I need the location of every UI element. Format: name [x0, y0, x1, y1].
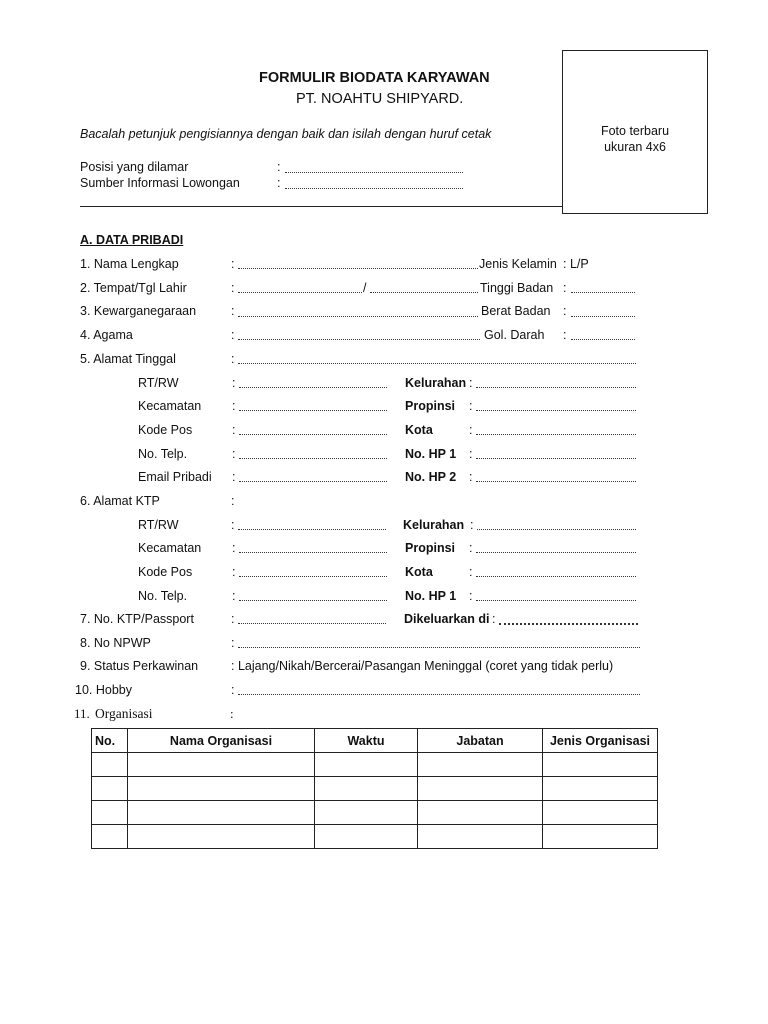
tempat-lahir-colon: : [231, 281, 235, 295]
rtrw-colon: : [232, 376, 236, 390]
ktp-passport-colon: : [231, 612, 235, 626]
ktp-kode-pos-colon: : [232, 565, 236, 579]
table-cell[interactable] [543, 753, 658, 777]
table-cell[interactable] [315, 825, 418, 849]
npwp-label: 8. No NPWP [80, 636, 151, 650]
ktp-propinsi-label: Propinsi [405, 541, 456, 555]
no-telp-label: No. Telp. [138, 447, 188, 461]
ktp-no-telp-colon: : [232, 589, 236, 603]
gol-darah-field[interactable] [571, 339, 635, 340]
no-hp1-label: No. HP 1 [405, 447, 457, 461]
nama-lengkap-colon: : [231, 257, 235, 271]
table-row [92, 753, 658, 777]
dikeluarkan-colon: : [492, 612, 496, 626]
table-cell[interactable] [128, 753, 315, 777]
photo-box [562, 50, 708, 214]
ktp-kelurahan-colon: : [470, 518, 474, 532]
table-cell[interactable] [92, 825, 128, 849]
organisasi-table [91, 728, 658, 849]
kelurahan-label: Kelurahan [405, 376, 467, 390]
no-telp-colon: : [232, 447, 236, 461]
ktp-kota-label: Kota [405, 565, 433, 579]
agama-colon: : [231, 328, 235, 342]
table-cell[interactable] [543, 825, 658, 849]
organisasi-number: 11. [74, 706, 90, 721]
ktp-no-telp-label: No. Telp. [138, 589, 188, 603]
posisi-colon: : [277, 160, 281, 174]
table-cell[interactable] [543, 777, 658, 801]
no-hp2-field[interactable] [476, 481, 636, 482]
kecamatan-colon: : [232, 399, 236, 413]
gol-darah-colon: : [563, 328, 567, 342]
sumber-label: Sumber Informasi Lowongan [80, 176, 240, 190]
email-field[interactable] [239, 481, 387, 482]
table-row [92, 801, 658, 825]
tempat-lahir-label: 2. Tempat/Tgl Lahir [80, 281, 187, 295]
col-jabatan: Jabatan [418, 729, 543, 753]
rtrw-label: RT/RW [138, 376, 179, 390]
alamat-tinggal-field[interactable] [238, 363, 636, 364]
kode-pos-field[interactable] [239, 434, 387, 435]
table-cell[interactable] [92, 753, 128, 777]
company-name: PT. NOAHTU SHIPYARD. [296, 91, 464, 107]
ktp-passport-label: 7. No. KTP/Passport [80, 612, 194, 626]
table-cell[interactable] [92, 801, 128, 825]
berat-badan-colon: : [563, 304, 567, 318]
col-waktu: Waktu [315, 729, 418, 753]
table-cell[interactable] [315, 801, 418, 825]
npwp-colon: : [231, 636, 235, 650]
table-cell[interactable] [418, 753, 543, 777]
col-no: No. [92, 729, 128, 753]
form-title: FORMULIR BIODATA KARYAWAN [259, 70, 490, 86]
table-cell[interactable] [418, 777, 543, 801]
alamat-ktp-colon: : [231, 494, 235, 508]
table-cell[interactable] [128, 777, 315, 801]
kewarganegaraan-colon: : [231, 304, 235, 318]
status-perkawinan-label: 9. Status Perkawinan [80, 659, 199, 673]
ktp-kecamatan-label: Kecamatan [138, 541, 202, 555]
organisasi-colon: : [230, 706, 234, 721]
kode-pos-label: Kode Pos [138, 423, 193, 437]
col-jenis-organisasi: Jenis Organisasi [543, 729, 658, 753]
propinsi-colon: : [469, 399, 473, 413]
col-nama-organisasi: Nama Organisasi [128, 729, 315, 753]
kelurahan-colon: : [469, 376, 473, 390]
table-cell[interactable] [315, 753, 418, 777]
ktp-no-hp1-colon: : [469, 589, 473, 603]
instruction-text: Bacalah petunjuk pengisiannya dengan baik dan isilah dengan huruf cetak [80, 127, 492, 141]
email-colon: : [232, 470, 236, 484]
alamat-tinggal-colon: : [231, 352, 235, 366]
no-hp2-colon: : [469, 470, 473, 484]
tinggi-badan-label: Tinggi Badan [480, 281, 554, 295]
tempat-lahir-field[interactable] [238, 292, 362, 293]
propinsi-label: Propinsi [405, 399, 456, 413]
jenis-kelamin-label: Jenis Kelamin [479, 257, 557, 271]
table-cell[interactable] [315, 777, 418, 801]
kode-pos-colon: : [232, 423, 236, 437]
ktp-kode-pos-field[interactable] [239, 576, 387, 577]
hobby-colon: : [231, 683, 235, 697]
berat-badan-label: Berat Badan [481, 304, 551, 318]
no-hp1-colon: : [469, 447, 473, 461]
ktp-kota-field[interactable] [476, 576, 636, 577]
ktp-passport-field[interactable] [238, 623, 386, 624]
posisi-field[interactable] [285, 172, 463, 173]
rtrw-field[interactable] [239, 387, 387, 388]
npwp-field[interactable] [238, 647, 640, 648]
table-header-row [92, 729, 658, 753]
table-cell[interactable] [128, 825, 315, 849]
email-label: Email Pribadi [138, 470, 212, 484]
status-perkawinan-value[interactable]: : Lajang/Nikah/Bercerai/Pasangan Meninggal (coret yang tidak perlu) [231, 659, 614, 673]
ktp-rtrw-field[interactable] [238, 529, 386, 530]
jenis-kelamin-value: : L/P [563, 257, 589, 271]
sumber-colon: : [277, 176, 281, 190]
ktp-propinsi-field[interactable] [476, 552, 636, 553]
alamat-ktp-label: 6. Alamat KTP [80, 494, 160, 508]
photo-label-line2: ukuran 4x6 [604, 140, 666, 154]
no-hp1-field[interactable] [476, 458, 636, 459]
dikeluarkan-field[interactable] [499, 623, 638, 625]
nama-lengkap-field[interactable] [238, 268, 478, 269]
ktp-rtrw-label: RT/RW [138, 518, 179, 532]
tempat-tgl-slash: / [363, 281, 367, 295]
table-cell[interactable] [128, 801, 315, 825]
ktp-rtrw-colon: : [231, 518, 235, 532]
header-divider [80, 206, 562, 207]
hobby-label: 10. Hobby [75, 683, 132, 697]
ktp-kota-colon: : [469, 565, 473, 579]
dikeluarkan-label: Dikeluarkan di [404, 612, 490, 626]
no-hp2-label: No. HP 2 [405, 470, 457, 484]
propinsi-field[interactable] [476, 410, 636, 411]
ktp-propinsi-colon: : [469, 541, 473, 555]
agama-field[interactable] [238, 339, 480, 340]
table-row [92, 777, 658, 801]
ktp-kelurahan-field[interactable] [477, 529, 636, 530]
ktp-no-hp1-field[interactable] [476, 600, 636, 601]
table-cell[interactable] [543, 801, 658, 825]
table-row [92, 825, 658, 849]
kewarganegaraan-label: 3. Kewarganegaraan [80, 304, 197, 318]
kelurahan-field[interactable] [476, 387, 636, 388]
kota-colon: : [469, 423, 473, 437]
berat-badan-field[interactable] [571, 316, 635, 317]
table-cell[interactable] [418, 801, 543, 825]
gol-darah-label: Gol. Darah [484, 328, 545, 342]
sumber-field[interactable] [285, 188, 463, 189]
ktp-no-hp1-label: No. HP 1 [405, 589, 457, 603]
kota-field[interactable] [476, 434, 636, 435]
no-telp-field[interactable] [239, 458, 387, 459]
kecamatan-field[interactable] [239, 410, 387, 411]
tinggi-badan-field[interactable] [571, 292, 635, 293]
organisasi-label: Organisasi [95, 706, 153, 721]
hobby-field[interactable] [238, 694, 640, 695]
table-cell[interactable] [92, 777, 128, 801]
ktp-kecamatan-field[interactable] [239, 552, 387, 553]
ktp-no-telp-field[interactable] [239, 600, 387, 601]
posisi-label: Posisi yang dilamar [80, 160, 189, 174]
agama-label: 4. Agama [80, 328, 133, 342]
alamat-tinggal-label: 5. Alamat Tinggal [80, 352, 176, 366]
kewarganegaraan-field[interactable] [238, 316, 478, 317]
kota-label: Kota [405, 423, 433, 437]
ktp-kelurahan-label: Kelurahan [403, 518, 465, 532]
tinggi-badan-colon: : [563, 281, 567, 295]
ktp-kode-pos-label: Kode Pos [138, 565, 193, 579]
tgl-lahir-field[interactable] [370, 292, 478, 293]
section-a-heading: A. DATA PRIBADI [80, 233, 184, 247]
ktp-kecamatan-colon: : [232, 541, 236, 555]
nama-lengkap-label: 1. Nama Lengkap [80, 257, 179, 271]
photo-label-line1: Foto terbaru [600, 124, 670, 138]
kecamatan-label: Kecamatan [138, 399, 202, 413]
table-cell[interactable] [418, 825, 543, 849]
